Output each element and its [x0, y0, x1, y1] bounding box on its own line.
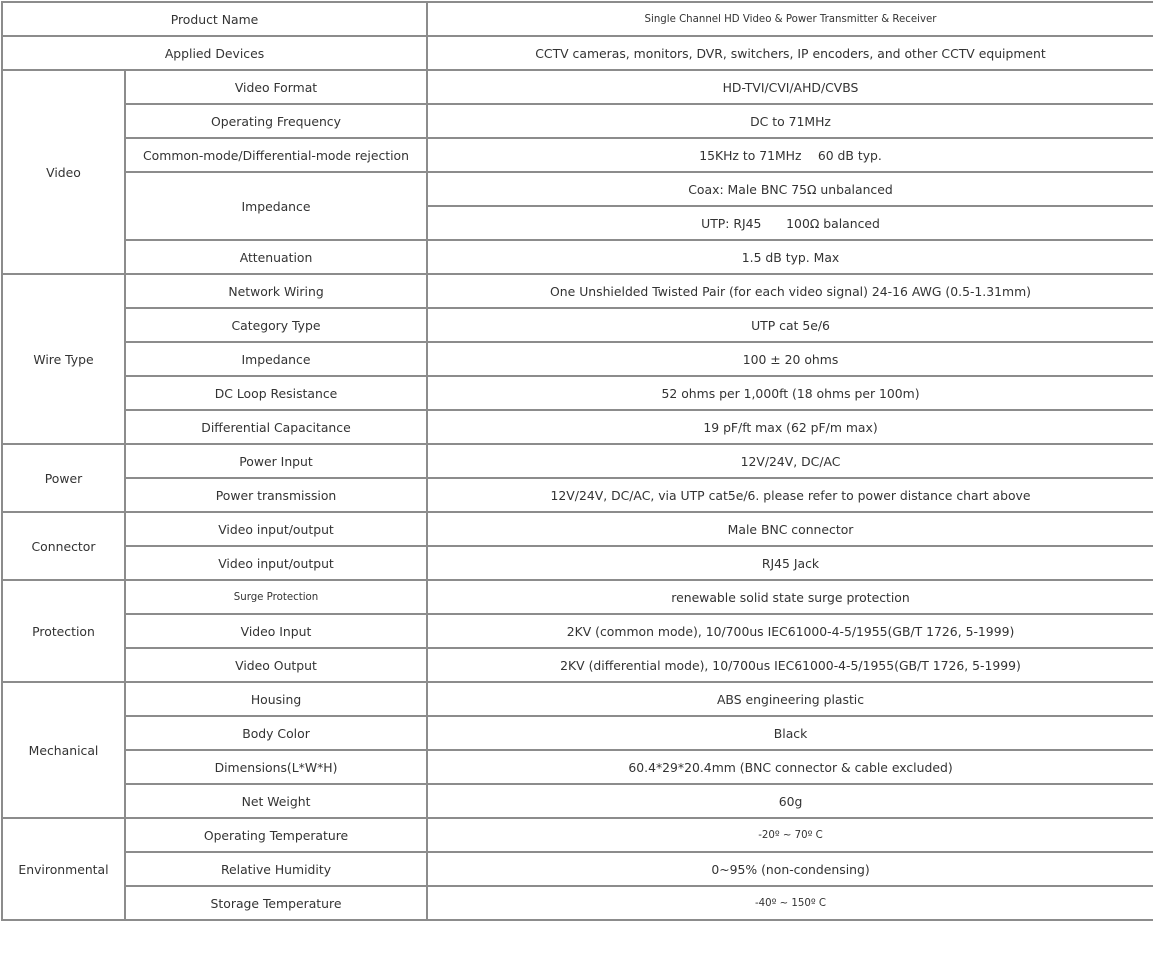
- spec-value: 60g: [427, 784, 1153, 818]
- spec-label: Network Wiring: [125, 274, 427, 308]
- table-row: [2, 308, 1153, 342]
- spec-value: UTP: RJ45 100Ω balanced: [427, 206, 1153, 240]
- spec-value: 52 ohms per 1,000ft (18 ohms per 100m): [427, 376, 1153, 410]
- group-label-protection: Protection: [2, 580, 125, 682]
- spec-label: Impedance: [125, 342, 427, 376]
- spec-value: 12V/24V, DC/AC, via UTP cat5e/6. please refer to power distance chart above: [427, 478, 1153, 512]
- table-row: [2, 716, 1153, 750]
- spec-value: 1.5 dB typ. Max: [427, 240, 1153, 274]
- spec-value: DC to 71MHz: [427, 104, 1153, 138]
- spec-value: 2KV (differential mode), 10/700us IEC61000-4-5/1955(GB/T 1726, 5-1999): [427, 648, 1153, 682]
- table-row: [2, 546, 1153, 580]
- spec-value: Male BNC connector: [427, 512, 1153, 546]
- spec-label: Relative Humidity: [125, 852, 427, 886]
- table-row: [2, 2, 1153, 36]
- table-row: [2, 648, 1153, 682]
- spec-label: Operating Temperature: [125, 818, 427, 852]
- spec-label: Housing: [125, 682, 427, 716]
- product-name-value: Single Channel HD Video & Power Transmitter & Receiver: [427, 2, 1153, 36]
- group-label-connector: Connector: [2, 512, 125, 580]
- spec-label: Video Output: [125, 648, 427, 682]
- applied-devices-label: Applied Devices: [2, 36, 427, 70]
- spec-value: Coax: Male BNC 75Ω unbalanced: [427, 172, 1153, 206]
- spec-value: 60.4*29*20.4mm (BNC connector & cable excluded): [427, 750, 1153, 784]
- spec-value: 2KV (common mode), 10/700us IEC61000-4-5/1955(GB/T 1726, 5-1999): [427, 614, 1153, 648]
- table-row: [2, 274, 1153, 308]
- spec-label: DC Loop Resistance: [125, 376, 427, 410]
- spec-label: Body Color: [125, 716, 427, 750]
- spec-label: Common-mode/Differential-mode rejection: [125, 138, 427, 172]
- spec-label: Video input/output: [125, 512, 427, 546]
- spec-value: renewable solid state surge protection: [427, 580, 1153, 614]
- spec-value: ABS engineering plastic: [427, 682, 1153, 716]
- table-row: [2, 750, 1153, 784]
- spec-label: Video input/output: [125, 546, 427, 580]
- spec-value: UTP cat 5e/6: [427, 308, 1153, 342]
- spec-value: -20º ~ 70º C: [427, 818, 1153, 852]
- spec-value: Black: [427, 716, 1153, 750]
- spec-label: Dimensions(L*W*H): [125, 750, 427, 784]
- spec-value: HD-TVI/CVI/AHD/CVBS: [427, 70, 1153, 104]
- spec-label: Category Type: [125, 308, 427, 342]
- table-row: [2, 240, 1153, 274]
- table-row: [2, 342, 1153, 376]
- group-label-power: Power: [2, 444, 125, 512]
- table-row: [2, 444, 1153, 478]
- spec-value: 15KHz to 71MHz 60 dB typ.: [427, 138, 1153, 172]
- table-row: [2, 682, 1153, 716]
- table-row: [2, 818, 1153, 852]
- spec-value: 12V/24V, DC/AC: [427, 444, 1153, 478]
- spec-label: Attenuation: [125, 240, 427, 274]
- table-row: [2, 512, 1153, 546]
- spec-value: 0~95% (non-condensing): [427, 852, 1153, 886]
- table-row: [2, 478, 1153, 512]
- spec-value: RJ45 Jack: [427, 546, 1153, 580]
- table-row: [2, 138, 1153, 172]
- table-row: [2, 36, 1153, 70]
- spec-label: Video Input: [125, 614, 427, 648]
- table-row: [2, 852, 1153, 886]
- spec-label: Video Format: [125, 70, 427, 104]
- spec-label: Net Weight: [125, 784, 427, 818]
- table-row: [2, 580, 1153, 614]
- group-label-video: Video: [2, 70, 125, 274]
- spec-value: -40º ~ 150º C: [427, 886, 1153, 920]
- spec-value: 19 pF/ft max (62 pF/m max): [427, 410, 1153, 444]
- table-row: [2, 104, 1153, 138]
- spec-table: [1, 1, 1153, 921]
- spec-label: Differential Capacitance: [125, 410, 427, 444]
- spec-label: Surge Protection: [125, 580, 427, 614]
- table-row: [2, 172, 1153, 206]
- spec-value: One Unshielded Twisted Pair (for each video signal) 24-16 AWG (0.5-1.31mm): [427, 274, 1153, 308]
- table-row: [2, 614, 1153, 648]
- group-label-mechanical: Mechanical: [2, 682, 125, 818]
- spec-label: Impedance: [125, 172, 427, 240]
- table-row: [2, 376, 1153, 410]
- table-row: [2, 886, 1153, 920]
- group-label-environmental: Environmental: [2, 818, 125, 920]
- spec-label: Operating Frequency: [125, 104, 427, 138]
- spec-value: 100 ± 20 ohms: [427, 342, 1153, 376]
- spec-label: Power transmission: [125, 478, 427, 512]
- group-label-wire-type: Wire Type: [2, 274, 125, 444]
- applied-devices-value: CCTV cameras, monitors, DVR, switchers, IP encoders, and other CCTV equipment: [427, 36, 1153, 70]
- spec-label: Storage Temperature: [125, 886, 427, 920]
- table-row: [2, 410, 1153, 444]
- spec-label: Power Input: [125, 444, 427, 478]
- table-row: [2, 784, 1153, 818]
- table-row: [2, 70, 1153, 104]
- product-name-label: Product Name: [2, 2, 427, 36]
